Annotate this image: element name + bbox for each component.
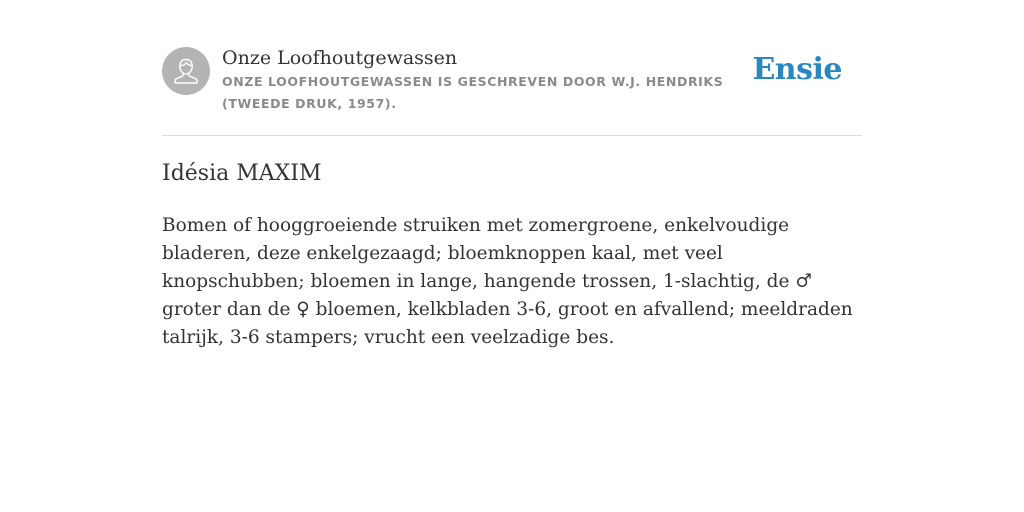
brand-logo[interactable]: Ensie (752, 52, 842, 87)
source-header (162, 44, 862, 136)
source-meta (222, 44, 752, 115)
source-title[interactable]: Onze Loofhoutgewassen (222, 47, 458, 69)
entry-body: Bomen of hooggroeiende struiken met zomergroene, enkelvoudige bladeren, deze enkelgezaagd; bloemknoppen kaal, met veel knopschubben; bloemen in lange, hangende trossen, 1-slachtig, de ♂ groter dan de ♀ bloemen, kelkbladen 3-6, groot en afvallend; meeldraden talrijk, 3-6 stampers; vrucht een veelzadige bes. (162, 215, 853, 348)
user-icon (172, 57, 200, 85)
avatar (162, 47, 210, 95)
source-description: ONZE LOOFHOUTGEWASSEN IS GESCHREVEN DOOR W.J. HENDRIKS (TWEEDE DRUK, 1957). (222, 74, 724, 111)
entry-title: Idésia MAXIM (162, 161, 322, 186)
